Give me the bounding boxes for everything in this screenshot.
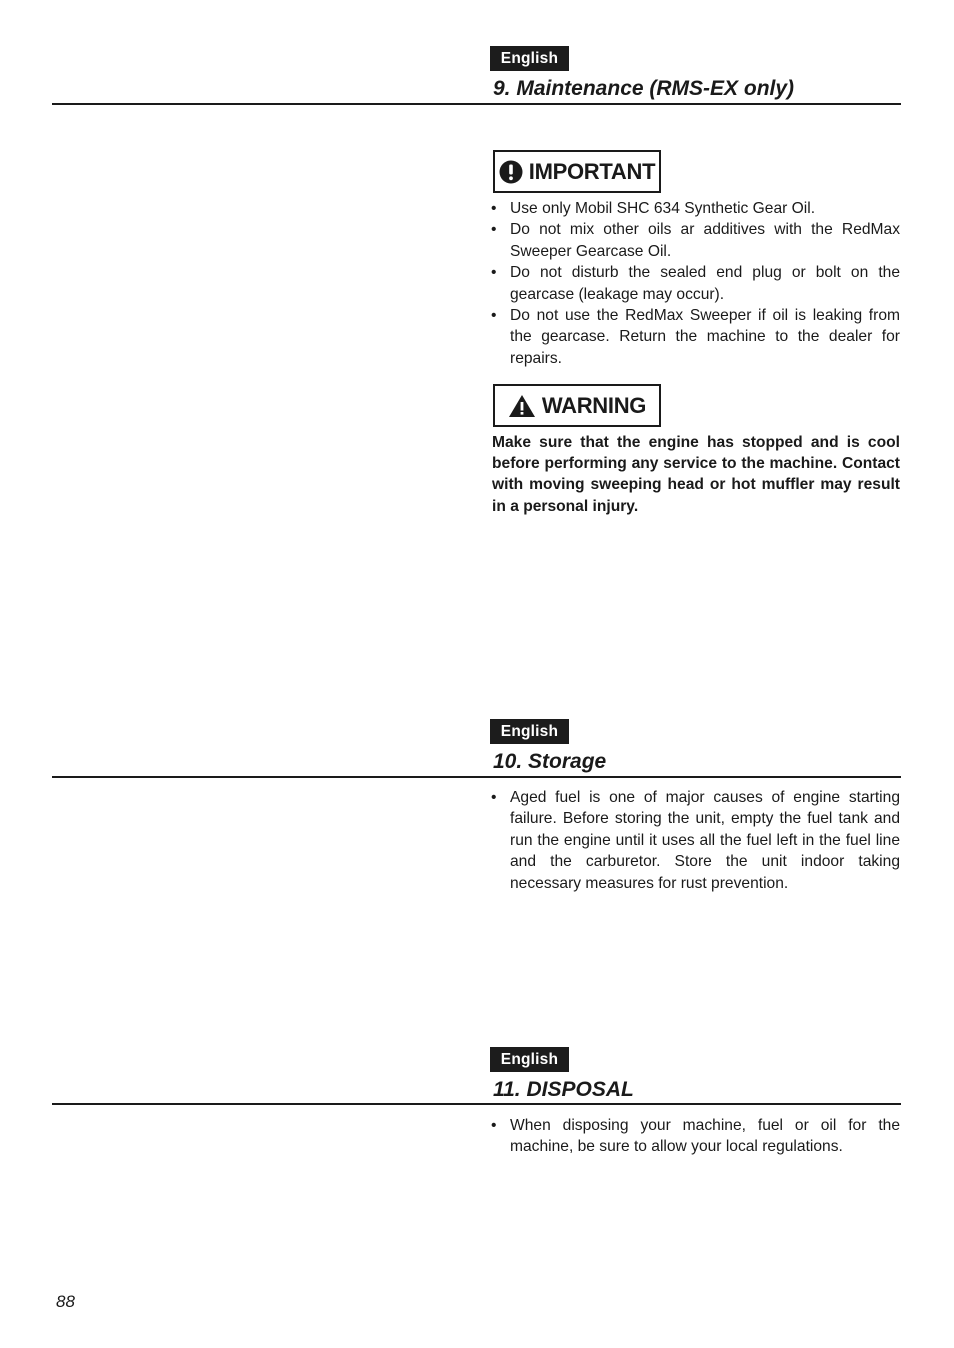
list-item-text: Do not use the RedMax Sweeper if oil is leaking from the gearcase. Return the machine to the dealer for repairs.	[510, 307, 900, 367]
language-badge: English	[490, 1047, 569, 1072]
list-item	[491, 787, 900, 894]
language-badge: English	[490, 46, 569, 71]
list-item	[491, 219, 900, 262]
bullet-marker: •	[491, 221, 497, 239]
section-title-maintenance: 9. Maintenance (RMS-EX only)	[493, 77, 795, 100]
bullet-marker: •	[491, 264, 497, 282]
list-item	[491, 1115, 900, 1158]
bullet-marker: •	[491, 789, 497, 806]
page-number: 88	[56, 1292, 75, 1311]
list-item	[491, 198, 900, 219]
warning-triangle-icon	[508, 394, 536, 418]
bullet-marker: •	[491, 200, 497, 217]
list-item-text: Do not mix other oils ar additives with the RedMax Sweeper Gearcase Oil.	[510, 221, 900, 260]
list-item	[491, 305, 900, 369]
section-divider	[52, 103, 901, 105]
section-title-disposal: 11. DISPOSAL	[493, 1078, 634, 1101]
important-bullet-list	[491, 198, 900, 369]
warning-notice-box	[493, 384, 661, 427]
list-item-text: Do not disturb the sealed end plug or bolt on the gearcase (leakage may occur).	[510, 264, 900, 303]
language-badge: English	[490, 719, 569, 744]
disposal-bullet-list	[491, 1115, 900, 1158]
list-item	[491, 262, 900, 305]
section-divider	[52, 1103, 901, 1105]
warning-label: WARNING	[541, 392, 647, 418]
list-item-text: When disposing your machine, fuel or oil for the machine, be sure to allow your local regulations.	[510, 1117, 900, 1156]
list-item-text: Aged fuel is one of major causes of engine starting failure. Before storing the unit, empty the fuel tank and run the engine until it uses all the fuel left in the fuel line and the carburetor. Store the unit indoor taking necessary measures for rust prevention.	[510, 789, 900, 892]
bullet-marker: •	[491, 1117, 497, 1134]
important-notice-box	[493, 150, 661, 193]
exclamation-circle-icon	[499, 160, 523, 184]
section-divider	[52, 776, 901, 778]
section-title-storage: 10. Storage	[493, 750, 607, 773]
important-label: IMPORTANT	[528, 158, 656, 184]
bullet-marker: •	[491, 307, 497, 325]
warning-text: Make sure that the engine has stopped and is cool before performing any service to the machine. Contact with moving sweeping head or hot muffler may result in a personal injury.	[492, 434, 900, 515]
storage-bullet-list	[491, 787, 900, 894]
list-item-text: Use only Mobil SHC 634 Synthetic Gear Oil.	[510, 200, 816, 217]
